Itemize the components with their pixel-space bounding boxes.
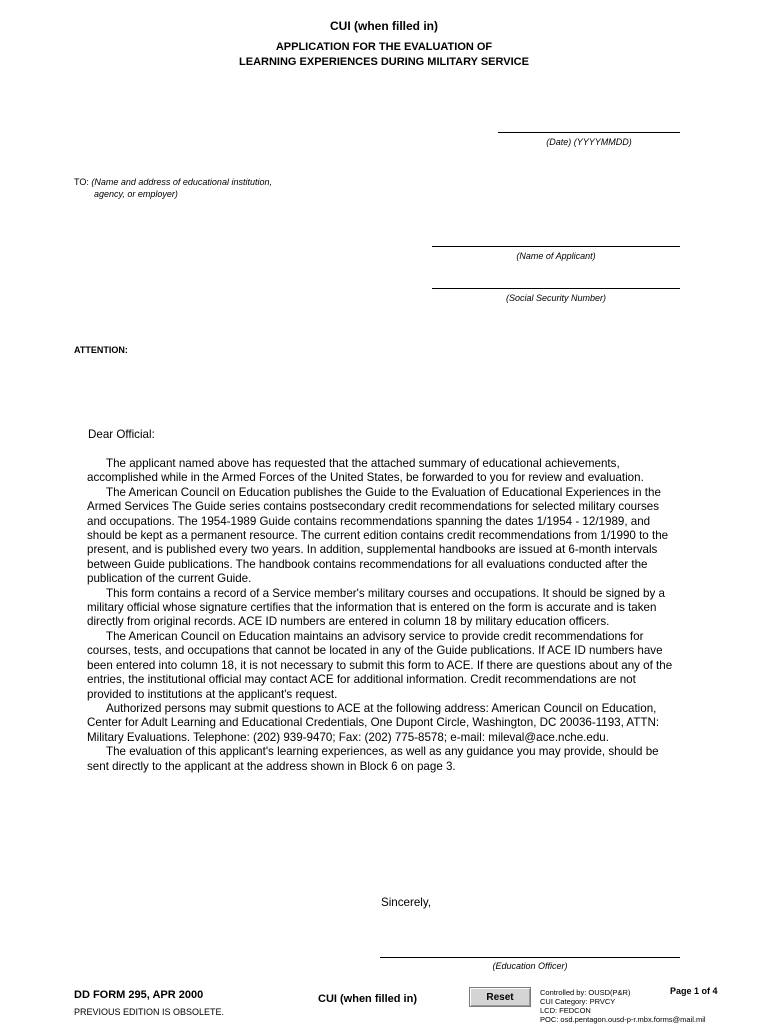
letter-body — [87, 457, 677, 774]
letter-paragraph: The American Council on Education maintains an advisory service to provide credit recommendations for courses, tests, and occupations that cannot be located in any of the Guide publications. If ACE ID numbers have been entered into column 18, it is not necessary to submit this form to ACE. If there are questions about any of the entries, the institutional official may contact ACE for additional information. Credit recommendations are not provided to institutions at the applicant's request. — [87, 629, 673, 701]
reset-button[interactable]: Reset — [469, 987, 531, 1007]
letter-paragraph: Authorized persons may submit questions to ACE at the following address: American Council on Education, Center for Adult Learning and Educational Credentials, One Dupont Circle, Washington, DC 20036-1193, ATTN: Military Evaluations. Telephone: (202) 939-9470; Fax: (202) 775-8578; e-mail: mileval@ace.nche.edu. — [87, 701, 660, 744]
to-caption-line2: agency, or employer) — [94, 189, 178, 199]
cui-category: CUI Category: PRVCY — [540, 997, 616, 1006]
cui-header: CUI (when filled in) — [330, 19, 438, 33]
ssn-caption: (Social Security Number) — [505, 293, 607, 303]
date-field-line[interactable] — [498, 132, 680, 133]
to-caption-line1: (Name and address of educational institution, — [91, 177, 272, 187]
cui-footer: CUI (when filled in) — [318, 993, 417, 1005]
obsolete-note: PREVIOUS EDITION IS OBSOLETE. — [74, 1007, 225, 1017]
to-label: TO: — [74, 177, 89, 187]
signature-caption: (Education Officer) — [492, 961, 568, 971]
applicant-caption: (Name of Applicant) — [516, 251, 596, 261]
page-number: Page 1 of 4 — [670, 986, 718, 996]
poc: POC: osd.pentagon.ousd-p-r.mbx.forms@mail.mil — [540, 1015, 706, 1024]
signature-line[interactable] — [380, 957, 680, 958]
ssn-line[interactable] — [432, 288, 680, 289]
date-caption: (Date) (YYYYMMDD) — [546, 137, 632, 147]
letter-paragraph: The evaluation of this applicant's learning experiences, as well as any guidance you may provide, should be sent directly to the applicant at the address shown in Block 6 on page 3. — [87, 745, 659, 773]
letter-paragraph: The applicant named above has requested that the attached summary of educational achievements, accomplished while in the Armed Forces of the United States, be forwarded to you for review and evaluation. — [87, 457, 644, 485]
closing: Sincerely, — [381, 896, 432, 909]
to-label-block[interactable] — [74, 176, 272, 200]
form-title-line1: APPLICATION FOR THE EVALUATION OF — [275, 41, 493, 53]
salutation: Dear Official: — [88, 428, 155, 441]
controlled-by: Controlled by: OUSD(P&R) — [540, 988, 631, 997]
form-title-line2: LEARNING EXPERIENCES DURING MILITARY SERVICE — [239, 56, 529, 68]
lcd: LCD: FEDCON — [540, 1006, 591, 1015]
form-id: DD FORM 295, APR 2000 — [74, 989, 204, 1001]
letter-paragraph: This form contains a record of a Service member's military courses and occupations. It should be signed by a military official whose signature certifies that the information that is entered on the form is accurate and is taken directly from original records. ACE ID numbers are entered in column 18 by military education officers. — [87, 586, 665, 629]
letter-paragraph: The American Council on Education publishes the Guide to the Evaluation of Educational Experiences in the Armed Services The Guide series contains postsecondary credit recommendations for selected military courses and occupations. The 1954-1989 Guide contains recommendations spanning the dates 1/1954 - 12/1989, and should be kept as a permanent resource. The current edition contains credit recommendations from 1/1990 to the present, and is published every two years. In addition, supplemental handbooks are issued at 6-month intervals between Guide publications. The handbook contains recommendations for all evaluations conducted after the publication of the current Guide. — [87, 485, 669, 586]
applicant-name-line[interactable] — [432, 246, 680, 247]
attention-label: ATTENTION: — [74, 345, 128, 355]
